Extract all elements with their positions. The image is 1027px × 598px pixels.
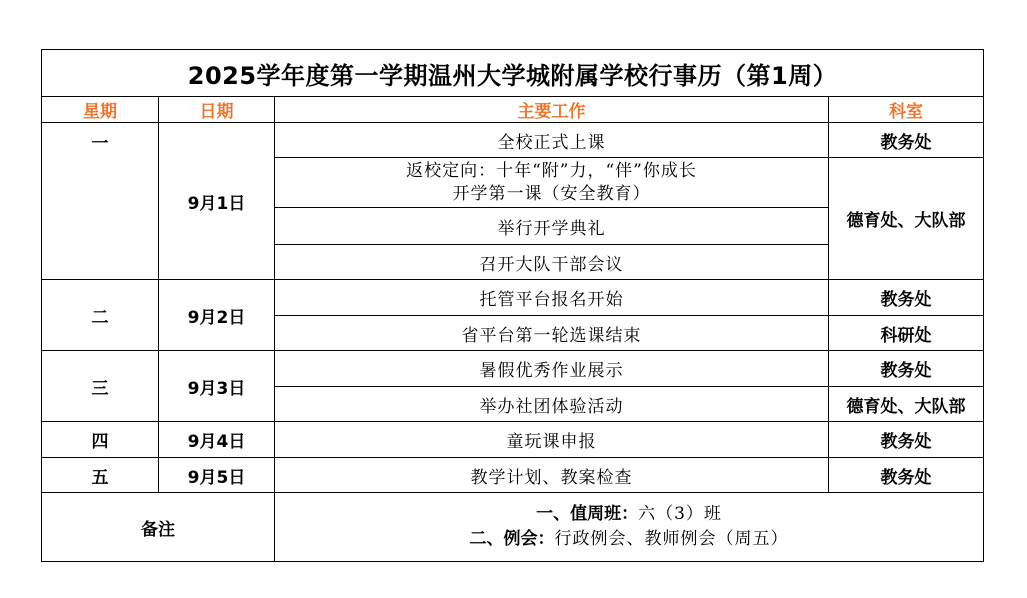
day-cell: 二 (42, 280, 159, 351)
calendar-table (41, 49, 984, 562)
table-row (42, 422, 984, 458)
work-line: 开学第一课（安全教育） (452, 183, 651, 204)
day-cell: 五 (42, 458, 159, 493)
header-day: 星期 (42, 97, 159, 123)
header-work: 主要工作 (275, 97, 829, 123)
dept-cell: 教务处 (829, 422, 984, 458)
remark-line-label: 一、值周班： (536, 504, 639, 524)
work-cell (275, 158, 829, 208)
date-cell: 9月3日 (159, 351, 275, 422)
remark-line (275, 527, 983, 552)
table-row (42, 458, 984, 493)
dept-cell: 科研处 (829, 316, 984, 351)
header-date: 日期 (159, 97, 275, 123)
date-cell: 9月2日 (159, 280, 275, 351)
work-line: 返校定向：十年“附”力，“伴”你成长 (406, 160, 697, 181)
work-cell: 托管平台报名开始 (275, 280, 829, 316)
dept-cell: 教务处 (829, 458, 984, 493)
table-row (42, 280, 984, 316)
dept-cell: 教务处 (829, 123, 984, 158)
work-cell: 省平台第一轮选课结束 (275, 316, 829, 351)
work-cell: 全校正式上课 (275, 123, 829, 158)
remark-line-value: 六（3）班 (638, 504, 722, 524)
day-cell: 三 (42, 351, 159, 422)
work-cell: 举办社团体验活动 (275, 387, 829, 422)
date-cell: 9月1日 (159, 123, 275, 280)
remark-line-value: 行政例会、教师例会（周五） (554, 529, 789, 549)
dept-cell: 教务处 (829, 351, 984, 387)
dept-cell: 德育处、大队部 (829, 387, 984, 422)
remarks-label: 备注 (42, 493, 275, 562)
work-cell: 举行开学典礼 (275, 208, 829, 245)
day-cell: 一 (42, 123, 159, 280)
remark-line (275, 502, 983, 527)
table-row (42, 351, 984, 387)
remark-line-label: 二、例会： (469, 529, 555, 549)
work-cell: 暑假优秀作业展示 (275, 351, 829, 387)
dept-cell: 教务处 (829, 280, 984, 316)
dept-cell: 德育处、大队部 (829, 158, 984, 280)
work-cell: 召开大队干部会议 (275, 245, 829, 280)
work-cell: 教学计划、教案检查 (275, 458, 829, 493)
work-cell: 童玩课申报 (275, 422, 829, 458)
remarks-content (275, 493, 984, 562)
remarks-row (42, 493, 984, 562)
page-title: 2025学年度第一学期温州大学城附属学校行事历（第1周） (42, 50, 984, 97)
header-dept: 科室 (829, 97, 984, 123)
date-cell: 9月5日 (159, 458, 275, 493)
day-cell: 四 (42, 422, 159, 458)
date-cell: 9月4日 (159, 422, 275, 458)
table-row (42, 123, 984, 158)
